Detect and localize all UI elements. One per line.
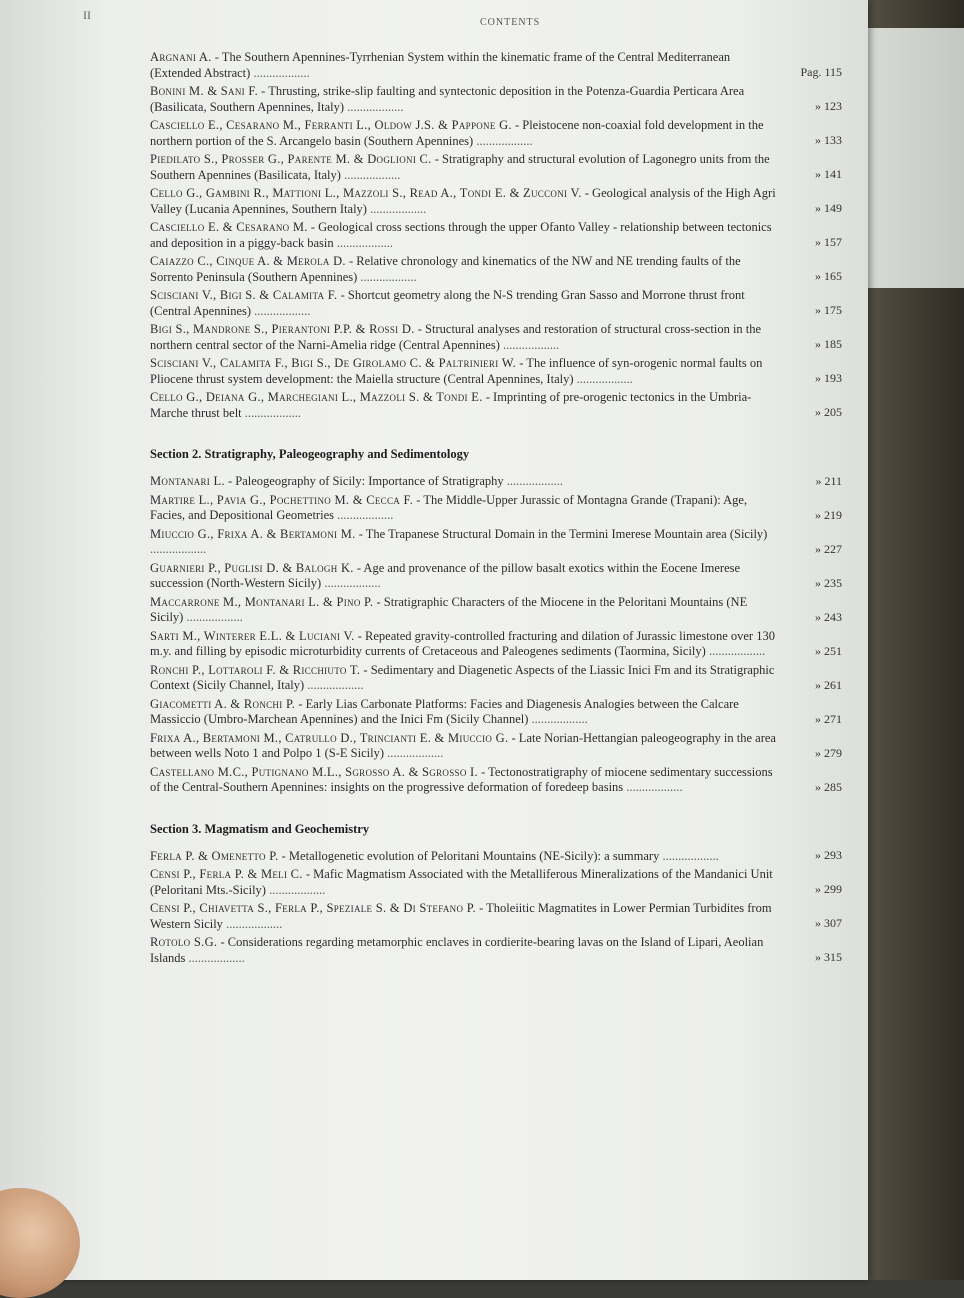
toc-entry <box>150 186 850 217</box>
toc-entry-text <box>150 474 850 490</box>
toc-entry-authors: Caiazzo C., Cinque A. & Merola D. <box>150 254 346 268</box>
leader-dots: .................. <box>251 303 311 318</box>
toc-entry <box>150 220 850 251</box>
toc-entry-text <box>150 867 850 898</box>
toc-entry-title: - Pleistocene non-coaxial fold development in the northern portion of the S. Arcangelo basin (Southern Apennines) <box>150 118 764 148</box>
toc-entry-authors: Giacometti A. & Ronchi P. <box>150 696 296 711</box>
toc-entry-authors: Guarnieri P., Puglisi D. & Balogh K. <box>150 560 354 575</box>
toc-entry-authors: Sarti M., Winterer E.L. & Luciani V. <box>150 628 355 643</box>
toc-entry <box>150 849 850 865</box>
toc-entry-authors: Casciello E., Cesarano M., Ferranti L., Oldow J.S. & Pappone G. <box>150 118 512 132</box>
leader-dots: .................. <box>705 644 766 658</box>
toc-entry <box>150 474 850 490</box>
contents-list <box>150 50 850 969</box>
toc-entry-authors: Ferla P. & Omenetto P. <box>150 848 279 863</box>
toc-entry-page: » 157 <box>815 235 842 249</box>
toc-entry-title: - Relative chronology and kinematics of the NW and NE trending faults of the Sorrento Peninsula (Southern Apennines) <box>150 254 741 284</box>
toc-entry-text <box>150 849 850 865</box>
toc-entry-page: » 123 <box>815 99 842 113</box>
leader-dots: .................. <box>340 167 401 182</box>
toc-entry-page: » 307 <box>815 916 842 930</box>
toc-entry-page: » 193 <box>815 371 842 385</box>
toc-entry-text <box>150 254 850 285</box>
toc-entry-text <box>150 84 850 115</box>
toc-entry-authors: Ronchi P., Lottaroli F. & Ricchiuto T. <box>150 662 361 677</box>
toc-entry-authors: Piedilato S., Prosser G., Parente M. & Doglioni C. <box>150 152 432 166</box>
toc-entry-page: » 133 <box>815 133 842 147</box>
toc-entry-title: - Stratigraphy and structural evolution of Lagonegro units from the Southern Apennines (Basilicata, Italy) <box>150 152 770 182</box>
toc-entry-page: » 219 <box>815 507 842 522</box>
toc-entry-page: » 293 <box>815 848 842 862</box>
running-head: CONTENTS <box>480 17 541 28</box>
toc-entry-page: » 205 <box>815 405 842 419</box>
toc-entry-text <box>150 356 850 387</box>
toc-entry-text <box>150 765 850 796</box>
leader-dots: .................. <box>528 712 588 726</box>
toc-entry <box>150 901 850 932</box>
toc-entry <box>150 867 850 898</box>
leader-dots: .................. <box>222 916 283 931</box>
background-book <box>864 28 964 288</box>
toc-entry-text <box>150 561 850 592</box>
toc-entry-authors: Argnani A. <box>150 50 212 64</box>
toc-entry-title: - Structural analyses and restoration of structural cross-section in the northern central sector of the Narni-Amelia ridge (Central Apennines) <box>150 322 762 352</box>
toc-entry <box>150 561 850 592</box>
toc-entry-page: » 279 <box>815 745 842 760</box>
toc-entry <box>150 84 850 115</box>
leader-dots: .................. <box>366 201 427 216</box>
toc-entry-authors: Cello G., Deiana G., Marchegiani L., Mazzoli S. & Tondi E. <box>150 390 483 404</box>
leader-dots: .................. <box>473 133 533 148</box>
leader-dots: .................. <box>150 542 207 556</box>
toc-entry-text <box>150 527 850 558</box>
toc-entry-title: - Imprinting of pre-orogenic tectonics in the Umbria-Marche thrust belt <box>150 390 752 420</box>
leader-dots: .................. <box>344 99 404 114</box>
leader-dots: .................. <box>183 610 243 624</box>
toc-entry-text <box>150 935 850 966</box>
toc-entry-text <box>150 595 850 626</box>
leader-dots: .................. <box>623 780 683 794</box>
toc-entry-authors: Bonini M. & Sani F. <box>150 84 259 98</box>
leader-dots: .................. <box>265 882 326 897</box>
leader-dots: .................. <box>250 65 310 80</box>
toc-entry-page: » 235 <box>815 575 842 590</box>
toc-entry-title: - Early Lias Carbonate Platforms: Facies and Diagenesis Analogies between the Calcare Massiccio (Umbro-Marchean Apennines) and the Inici Fm (Sicily Channel) <box>150 696 739 726</box>
toc-entry <box>150 152 850 183</box>
toc-entry-page: » 315 <box>815 950 842 964</box>
toc-entry <box>150 356 850 387</box>
toc-entry-authors: Castellano M.C., Putignano M.L., Sgrosso A. & Sgrosso I. <box>150 764 478 779</box>
thumb <box>0 1188 80 1298</box>
toc-entry-page: » 243 <box>815 609 842 624</box>
toc-entry <box>150 935 850 966</box>
toc-entry-text <box>150 629 850 660</box>
page-number: II <box>83 8 91 22</box>
toc-entry <box>150 663 850 694</box>
toc-entry-page: » 251 <box>815 643 842 658</box>
toc-entry-title: - Tholeiitic Magmatites in Lower Permian Turbidites from Western Sicily <box>150 901 772 931</box>
toc-entry-title: - The Trapanese Structural Domain in the Termini Imerese Mountain area (Sicily) <box>355 526 768 541</box>
toc-entry-authors: Scisciani V., Calamita F., Bigi S., De Girolamo C. & Paltrinieri W. <box>150 356 517 370</box>
leader-dots: .................. <box>321 576 381 590</box>
leader-dots: .................. <box>503 474 563 488</box>
toc-entry-authors: Miuccio G., Frixa A. & Bertamoni M. <box>150 526 356 541</box>
toc-entry-text <box>150 50 850 81</box>
toc-entry-page: » 271 <box>815 711 842 726</box>
toc-entry-authors: Censi P., Ferla P. & Meli C. <box>150 867 303 881</box>
toc-entry-text <box>150 220 850 251</box>
toc-entry-authors: Bigi S., Mandrone S., Pierantoni P.P. & Rossi D. <box>150 322 415 336</box>
toc-entry-authors: Rotolo S.G. <box>150 935 218 949</box>
toc-entry-text <box>150 118 850 149</box>
toc-entry-text <box>150 288 850 319</box>
toc-entry-title: - Mafic Magmatism Associated with the Metalliferous Mineralizations of the Mandanici Unit (Peloritani Mts.-Sicily) <box>150 867 773 897</box>
toc-entry-text <box>150 390 850 421</box>
toc-entry <box>150 288 850 319</box>
toc-entry-authors: Frixa A., Bertamoni M., Catrullo D., Trincianti E. & Miuccio G. <box>150 730 509 745</box>
toc-entry <box>150 390 850 421</box>
toc-entry-title: - Metallogenetic evolution of Peloritani Mountains (NE-Sicily): a summary <box>278 848 660 863</box>
toc-entry <box>150 629 850 660</box>
toc-entry-title: - Repeated gravity-controlled fracturing and dilation of Jurassic limestone over 130 m.y. and filling by episodic microturbidity currents of Cretaceous and Paleogenes sediments (Taormina, Sicily) <box>150 628 775 658</box>
toc-entry-title: - Tectonostratigraphy of miocene sedimentary successions of the Central-Southern Apennines: insights on the progressive deformation of foredeep basins <box>150 764 773 794</box>
toc-entry-page: » 185 <box>815 337 842 351</box>
toc-entry <box>150 765 850 796</box>
toc-entry-page: » 211 <box>815 473 842 488</box>
section-2-title: Section 2. Stratigraphy, Paleogeography and Sedimentology <box>150 447 470 461</box>
toc-entry-page: » 165 <box>815 269 842 283</box>
toc-entry-page: » 149 <box>815 201 842 215</box>
toc-entry-title: - Geological cross sections through the upper Ofanto Valley - relationship between tectonics and deposition in a piggy-back basin <box>150 220 772 250</box>
toc-entry-page: » 175 <box>815 303 842 317</box>
toc-entry-page: » 261 <box>815 677 842 692</box>
section-3-entries <box>150 849 850 967</box>
toc-entry-authors: Cello G., Gambini R., Mattioni L., Mazzoli S., Read A., Tondi E. & Zucconi V. <box>150 186 582 200</box>
toc-entry-page: Pag. 115 <box>800 65 842 79</box>
toc-entry <box>150 527 850 558</box>
toc-entry-page: » 285 <box>815 779 842 794</box>
leader-dots: .................. <box>499 337 560 352</box>
leader-dots: .................. <box>304 678 364 692</box>
leader-dots: .................. <box>333 235 394 250</box>
toc-entry <box>150 322 850 353</box>
toc-entry-page: » 299 <box>815 882 842 896</box>
toc-entry-text <box>150 697 850 728</box>
toc-entry-page: » 227 <box>815 541 842 556</box>
section-2-entries <box>150 474 850 796</box>
section-3-title: Section 3. Magmatism and Geochemistry <box>150 821 370 836</box>
toc-entry-text <box>150 186 850 217</box>
toc-entry-authors: Scisciani V., Bigi S. & Calamita F. <box>150 288 338 302</box>
toc-entry <box>150 118 850 149</box>
toc-entry <box>150 731 850 762</box>
toc-entry-authors: Montanari L. <box>150 474 225 488</box>
leader-dots: .................. <box>573 371 633 386</box>
toc-entry-text <box>150 663 850 694</box>
toc-entry-text <box>150 152 850 183</box>
toc-entry-title: - Late Norian-Hettangian paleogeography in the area between wells Noto 1 and Polpo 1 (S-E Sicily) <box>150 730 776 760</box>
toc-entry <box>150 493 850 524</box>
leader-dots: .................. <box>185 950 245 965</box>
section-1-entries <box>150 50 850 421</box>
toc-entry-title: - Thrusting, strike-slip faulting and syntectonic deposition in the Potenza-Guardia Perticara Area (Basilicata, Southern Apennines, Italy) <box>150 84 745 114</box>
leader-dots: .................. <box>659 848 719 863</box>
toc-entry-text <box>150 322 850 353</box>
toc-entry <box>150 595 850 626</box>
toc-entry-title: - Shortcut geometry along the N-S trending Gran Sasso and Morrone thrust front (Central Apennines) <box>150 288 745 318</box>
toc-entry <box>150 697 850 728</box>
toc-entry-title: - Sedimentary and Diagenetic Aspects of the Liassic Inici Fm and its Stratigraphic Context (Sicily Channel, Italy) <box>150 662 775 692</box>
toc-entry-authors: Casciello E. & Cesarano M. <box>150 220 308 234</box>
toc-entry-title: - The Middle-Upper Jurassic of Montagna Grande (Trapani): Age, Facies, and Depositional Geometries <box>150 492 748 522</box>
toc-entry-authors: Maccarrone M., Montanari L. & Pino P. <box>150 594 374 609</box>
leader-dots: .................. <box>384 746 444 760</box>
toc-entry-page: » 141 <box>815 167 842 181</box>
leader-dots: .................. <box>333 508 394 522</box>
toc-entry <box>150 50 850 81</box>
toc-entry-title: - Considerations regarding metamorphic enclaves in cordierite-bearing lavas on the Island of Lipari, Aeolian Islands <box>150 935 764 965</box>
leader-dots: .................. <box>357 269 417 284</box>
toc-entry-authors: Censi P., Chiavetta S., Ferla P., Speziale S. & Di Stefano P. <box>150 901 476 915</box>
toc-entry-text <box>150 731 850 762</box>
toc-entry-title: - Geological analysis of the High Agri Valley (Lucania Apennines, Southern Italy) <box>150 186 776 216</box>
toc-entry <box>150 254 850 285</box>
toc-entry-title: - Age and provenance of the pillow basalt exotics within the Eocene Imerese succession (North-Western Sicily) <box>150 560 741 590</box>
toc-entry-title: - Stratigraphic Characters of the Miocene in the Peloritani Mountains (NE Sicily) <box>150 594 748 624</box>
toc-entry-title: - Paleogeography of Sicily: Importance of Stratigraphy <box>224 474 504 488</box>
toc-entry-authors: Martire L., Pavia G., Pochettino M. & Cecca F. <box>150 492 414 507</box>
toc-entry-title: - The influence of syn-orogenic normal faults on Pliocene thrust system development: the Maiella structure (Central Apennines, Italy) <box>150 356 763 386</box>
toc-entry-text <box>150 493 850 524</box>
toc-entry-text <box>150 901 850 932</box>
leader-dots: .................. <box>241 405 302 420</box>
toc-entry-title: - The Southern Apennines-Tyrrhenian System within the kinematic frame of the Central Mediterranean (Extended Abstract) <box>150 50 731 80</box>
